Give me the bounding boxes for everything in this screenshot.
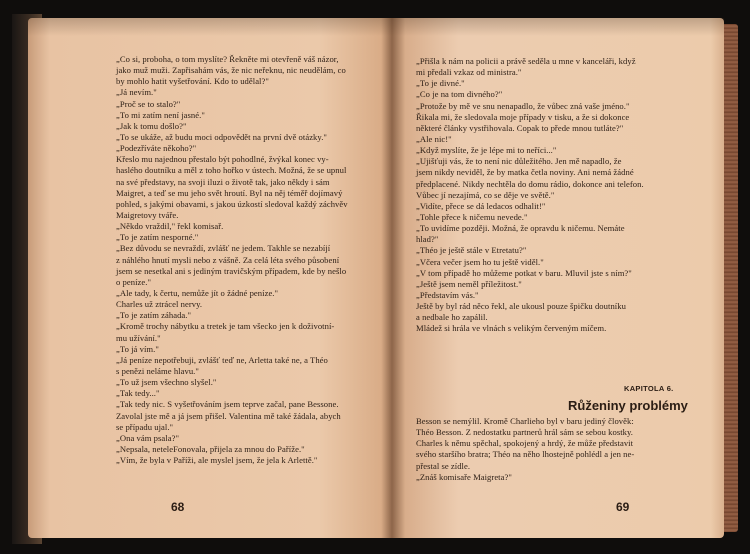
text-line: „To je zatím nesporné." xyxy=(116,232,199,243)
text-line: „Kromě trochy nábytku a tretek je tam všecko jen k doživotní- xyxy=(116,321,335,332)
chapter-title: Růženiny problémy xyxy=(568,398,688,413)
text-line: Charles k němu spěchal, spokojený a hrdý, že může představit xyxy=(416,438,634,449)
text-line: „Znáš komisaře Maigreta?" xyxy=(416,471,512,482)
text-line: „Někdo vraždil," řekl komisař. xyxy=(116,221,224,232)
text-line: „Já peníze nepotřebuji, zvlášť teď ne, Arletta také ne, a Théo xyxy=(116,354,328,365)
text-line: Besson se nemýlil. Kromě Charlieho byl v baru jediný člověk: xyxy=(416,416,634,426)
text-line: „Vidíte, přece se dá ledacos odhalit!" xyxy=(416,200,546,211)
text-line: „Já nevím." xyxy=(116,87,157,98)
text-line: mu užívání." xyxy=(116,332,161,343)
text-line: pohled, s jakými obavami, s jakou úzkostí sledoval každý záchvěv xyxy=(116,198,348,209)
text-line: haslého doutníku a měl z toho hořko v ústech. Možná, že se upnul xyxy=(116,165,347,176)
right-page xyxy=(392,18,724,538)
text-line: „Ještě jsem neměl příležitost." xyxy=(416,278,522,289)
text-line: Řikala mi, že sledovala moje případy v tisku, a že si dokonce xyxy=(416,111,630,122)
text-line: „Co si, proboha, o tom myslíte? Řekněte mi otevřeně váš názor, xyxy=(116,54,339,64)
text-line: mi předali vzkaz od ministra." xyxy=(416,67,522,78)
text-line: „Jak k tomu došlo?" xyxy=(116,120,187,131)
text-line: „To už jsem všechno slyšel." xyxy=(116,377,217,388)
text-line: Maigretovy tváře. xyxy=(116,209,179,220)
text-line: „Tak tedy nic. S vyšetřováním jsem teprve začal, pane Bessone. xyxy=(116,399,339,410)
text-line: Charles už ztrácel nervy. xyxy=(116,299,203,310)
text-line: jsem nikdy neviděl, že by matka četla noviny. Ani nemá žádné xyxy=(416,167,634,178)
text-line: na své představy, na svoji iluzi o životě tak, jako někdy i sám xyxy=(116,176,330,187)
text-line: „To je divné." xyxy=(416,78,465,89)
text-line: jako muž muži. Zapřisahám vás, že nic neřeknu, nic neudělám, co xyxy=(116,65,346,76)
left-page xyxy=(28,18,392,538)
text-line: Ještě by byl rád něco řekl, ale ukousl pouze špičku doutníku xyxy=(416,301,626,312)
text-line: „Přišla k nám na policii a právě seděla u mne v kanceláři, když xyxy=(416,56,636,66)
text-line: „Ale nic!" xyxy=(416,133,452,144)
text-line: „Když myslíte, že je lépe mi to neříci..." xyxy=(416,145,557,156)
text-line: Zavolal jste mě a já jsem přišel. Valentina mě také žádala, abych xyxy=(116,410,341,421)
right-page-text-bottom xyxy=(416,416,716,483)
page-shadow xyxy=(392,18,724,36)
text-line: „Představím vás." xyxy=(416,289,479,300)
right-page-text-top xyxy=(416,56,716,335)
text-line: Křeslo mu najednou přestalo být pohodlné, žvýkal konec vy- xyxy=(116,154,329,165)
text-line: „Ona vám psala?" xyxy=(116,432,180,443)
right-page-number: 69 xyxy=(616,500,630,514)
page-shadow xyxy=(28,18,392,36)
chapter-label: KAPITOLA 6. xyxy=(624,384,674,393)
text-line: jsem se nesetkal ani s jediným travičským případem, kde by nešlo xyxy=(116,265,347,276)
text-line: „Tak tedy..." xyxy=(116,388,160,399)
text-line: „To já vím." xyxy=(116,343,159,354)
text-line: „Podezříváte někoho?" xyxy=(116,143,197,154)
text-line: „To je zatím záhada." xyxy=(116,310,192,321)
text-line: „V tom případě ho můžeme potkat v baru. Mluvil jste s ním?" xyxy=(416,267,632,278)
text-line: „Protože by mě ve snu nenapadlo, že vůbec zná vaše jméno." xyxy=(416,100,630,111)
text-line: by mohlo hatit vyšetřování. Kdo to udělal?" xyxy=(116,76,269,87)
text-line: „To uvidíme později. Možná, že opravdu k ničemu. Nemáte xyxy=(416,223,625,234)
text-line: Maigret, a teď se mu jeho svět hroutí. Byl na něj téměř dojímavý xyxy=(116,187,343,198)
text-line: o peníze." xyxy=(116,276,152,287)
text-line: hlad?" xyxy=(416,234,439,245)
text-line: Vůbec jí nezajímá, co se děje ve světě." xyxy=(416,189,555,200)
text-line: Théo Besson. Z nedostatku partnerů hrál sám se sebou kostky. xyxy=(416,427,634,438)
text-line: „Théo je ještě stále v Etretatu?" xyxy=(416,245,527,256)
text-line: předplacené. Nikdy nechtěla do domu rádio, dokonce ani telefon. xyxy=(416,178,644,189)
text-line: přestal se zídle. xyxy=(416,460,471,471)
text-line: „Proč se to stalo?" xyxy=(116,98,181,109)
text-line: a nedbale ho zapálil. xyxy=(416,312,488,323)
text-line: se případu ujal." xyxy=(116,421,174,432)
text-line: „Co je na tom divného?" xyxy=(416,89,503,100)
text-line: Mládež si hrála ve vlnách s velikým červeným míčem. xyxy=(416,323,607,334)
text-line: z náhlého hnutí mysli nebo z vášně. Za celá léta svého působení xyxy=(116,254,340,265)
left-page-text xyxy=(116,54,388,466)
text-line: „To se ukáže, až budu moci odpovědět na první dvě otázky." xyxy=(116,131,327,142)
text-line: „Tohle přece k ničemu nevede." xyxy=(416,211,528,222)
text-line: „Včera večer jsem ho tu ještě viděl." xyxy=(416,256,544,267)
text-line: svého staršího bratra; Théo na něho lhostejně pohlédl a jen ne- xyxy=(416,449,635,460)
text-line: některé články vystřihovala. Copak to přede mnou tutláte?" xyxy=(416,122,624,133)
text-line: „Ale tady, k čertu, nemůže jít o žádné peníze." xyxy=(116,287,279,298)
left-page-number: 68 xyxy=(171,500,185,514)
text-line: „Ujišťuji vás, že to není nic důležitého. Jen mě napadlo, že xyxy=(416,156,622,167)
text-line: „Vím, že byla v Paříži, ale myslel jsem, že jela k Arlettě." xyxy=(116,455,318,466)
open-book xyxy=(12,14,740,544)
text-line: s penězi neláme hlavu." xyxy=(116,365,199,376)
page-block-edge xyxy=(724,24,738,532)
text-line: „To mi zatím není jasné." xyxy=(116,109,205,120)
text-line: „Bez důvodu se nevraždí, zvlášť ne jedem. Takhle se nezabíjí xyxy=(116,243,331,254)
text-line: „Nepsala, neteleFonovala, přijela za mnou do Paříže." xyxy=(116,443,305,454)
